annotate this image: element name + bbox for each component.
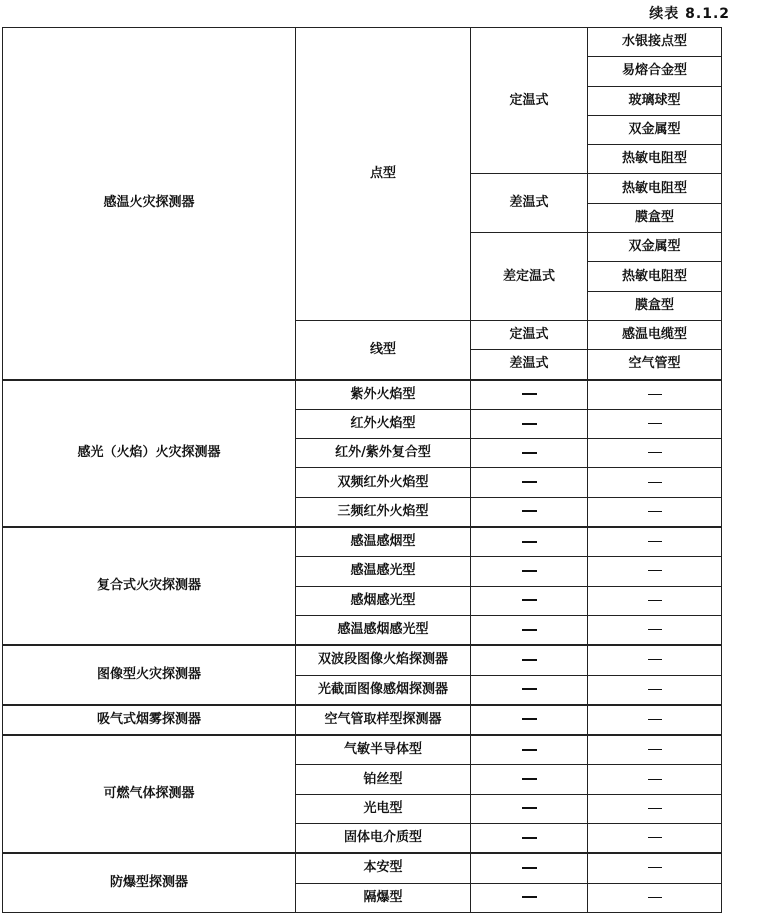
dash-mark [648,837,662,838]
type-dash-cell [588,439,722,468]
method-dash-cell [471,735,588,765]
category-cell: 吸气式烟雾探测器 [3,705,296,735]
method-cell: 定温式 [471,28,588,174]
type-cell: 玻璃球型 [588,86,722,115]
type-dash-cell [588,645,722,675]
category-cell: 图像型火灾探测器 [3,645,296,705]
subtype-cell: 固体电介质型 [296,824,471,854]
type-dash-cell [588,765,722,794]
type-cell: 热敏电阻型 [588,174,722,203]
dash-mark [522,541,537,543]
method-dash-cell [471,824,588,854]
method-dash-cell [471,586,588,615]
type-dash-cell [588,705,722,735]
category-cell: 复合式火灾探测器 [3,527,296,645]
method-cell: 差温式 [471,174,588,233]
dash-mark [648,482,662,483]
dash-mark [522,481,537,483]
method-dash-cell [471,765,588,794]
type-cell: 双金属型 [588,233,722,262]
type-dash-cell [588,409,722,438]
detector-groups [3,380,722,913]
subtype-cell: 空气管取样型探测器 [296,705,471,735]
detector-classification-table [2,27,722,913]
type-dash-cell [588,794,722,823]
method-dash-cell [471,497,588,527]
table-row [3,735,722,765]
subtype-cell: 感温感光型 [296,557,471,586]
category-cell: 防爆型探测器 [3,853,296,912]
subtype-cell: 紫外火焰型 [296,380,471,410]
type-cell: 热敏电阻型 [588,145,722,174]
dash-mark [648,659,662,660]
table-row [3,28,722,57]
dash-mark [522,688,537,690]
dash-mark [648,570,662,571]
table-row [3,645,722,675]
method-dash-cell [471,794,588,823]
table-row [3,705,722,735]
dash-mark [522,510,537,512]
subtype-cell: 红外火焰型 [296,409,471,438]
dash-mark [522,393,537,395]
subtype-cell: 感温感烟感光型 [296,615,471,645]
method-dash-cell [471,645,588,675]
table-caption: 续表 8.1.2 [649,6,730,22]
dash-mark [522,896,537,898]
category-cell: 感光（火焰）火灾探测器 [3,380,296,527]
type-dash-cell [588,586,722,615]
type-dash-cell [588,735,722,765]
method-dash-cell [471,557,588,586]
subtype-cell: 感烟感光型 [296,586,471,615]
method-dash-cell [471,675,588,705]
category-cell: 感温火灾探测器 [3,28,296,380]
dash-mark [522,629,537,631]
type-dash-cell [588,615,722,645]
subtype-cell: 隔爆型 [296,883,471,912]
subtype-cell: 光截面图像感烟探测器 [296,675,471,705]
dash-mark [648,541,662,542]
method-dash-cell [471,527,588,557]
subtype-cell: 双波段图像火焰探测器 [296,645,471,675]
dash-mark [522,867,537,869]
subtype-cell: 三频红外火焰型 [296,497,471,527]
table-row [3,527,722,557]
subtype-cell: 光电型 [296,794,471,823]
dash-mark [522,659,537,661]
method-dash-cell [471,380,588,410]
dash-mark [648,719,662,720]
table-row [3,380,722,410]
dash-mark [648,423,662,424]
dash-mark [522,599,537,601]
dash-mark [648,394,662,395]
dash-mark [648,629,662,630]
subtype-cell: 气敏半导体型 [296,735,471,765]
dash-mark [522,570,537,572]
type-cell: 膜盒型 [588,203,722,232]
dash-mark [522,749,537,751]
dash-mark [522,807,537,809]
dash-mark [522,837,537,839]
subtype-cell: 感温感烟型 [296,527,471,557]
dash-mark [522,778,537,780]
method-dash-cell [471,883,588,912]
type-dash-cell [588,883,722,912]
dash-mark [648,867,662,868]
method-dash-cell [471,705,588,735]
subtype-cell: 铂丝型 [296,765,471,794]
type-dash-cell [588,853,722,883]
method-dash-cell [471,615,588,645]
type-dash-cell [588,468,722,497]
dash-mark [648,600,662,601]
type-cell: 水银接点型 [588,28,722,57]
dash-mark [648,779,662,780]
method-dash-cell [471,468,588,497]
dash-mark [648,452,662,453]
method-dash-cell [471,409,588,438]
subtype-cell: 本安型 [296,853,471,883]
type-dash-cell [588,527,722,557]
method-dash-cell [471,439,588,468]
dash-mark [648,749,662,750]
subtype-cell: 双频红外火焰型 [296,468,471,497]
type-cell: 双金属型 [588,115,722,144]
dash-mark [522,423,537,425]
type-cell: 易熔合金型 [588,57,722,86]
method-dash-cell [471,853,588,883]
type-cell: 空气管型 [588,350,722,380]
dash-mark [522,718,537,720]
subtype-cell: 点型 [296,28,471,321]
type-cell: 热敏电阻型 [588,262,722,291]
method-cell: 差定温式 [471,233,588,321]
type-dash-cell [588,824,722,854]
subtype-cell: 线型 [296,320,471,379]
subtype-cell: 红外/紫外复合型 [296,439,471,468]
table-row [3,853,722,883]
category-cell: 可燃气体探测器 [3,735,296,853]
dash-mark [648,689,662,690]
type-dash-cell [588,497,722,527]
method-cell: 差温式 [471,350,588,380]
type-dash-cell [588,557,722,586]
dash-mark [522,452,537,454]
method-cell: 定温式 [471,320,588,349]
type-cell: 膜盒型 [588,291,722,320]
type-cell: 感温电缆型 [588,320,722,349]
type-dash-cell [588,675,722,705]
dash-mark [648,897,662,898]
dash-mark [648,511,662,512]
type-dash-cell [588,380,722,410]
dash-mark [648,808,662,809]
